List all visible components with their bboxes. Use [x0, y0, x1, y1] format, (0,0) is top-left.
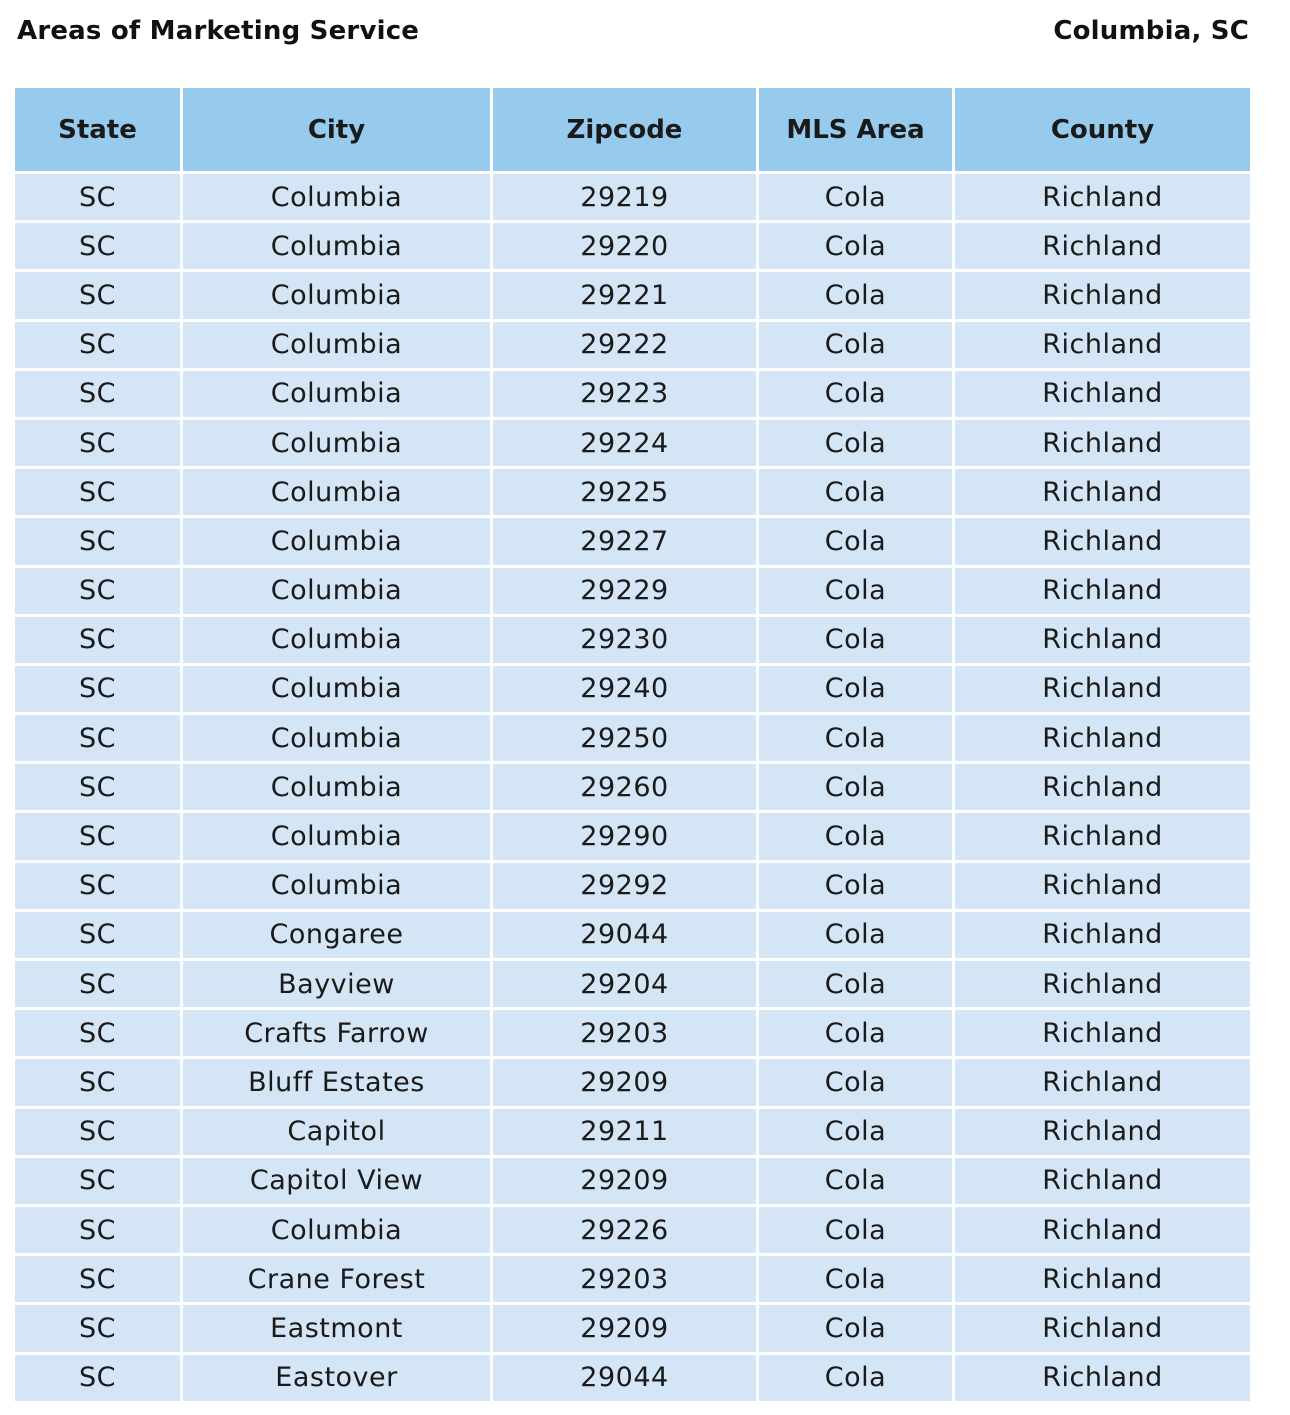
mls-area-cell: Cola	[759, 1207, 955, 1256]
state-cell: SC	[15, 961, 183, 1010]
state-cell: SC	[15, 863, 183, 912]
mls-area-cell: Cola	[759, 1355, 955, 1404]
mls-area-cell: Cola	[759, 518, 955, 567]
mls-area-cell: Cola	[759, 1059, 955, 1108]
table-row	[15, 371, 1250, 420]
state-cell: SC	[15, 1355, 183, 1404]
table-row	[15, 1010, 1250, 1059]
zipcode-cell: 29226	[493, 1207, 759, 1256]
state-cell: SC	[15, 1158, 183, 1207]
county-cell: Richland	[955, 1207, 1250, 1256]
state-cell: SC	[15, 420, 183, 469]
zipcode-cell: 29219	[493, 174, 759, 223]
county-cell: Richland	[955, 272, 1250, 321]
county-cell: Richland	[955, 764, 1250, 813]
table-row	[15, 568, 1250, 617]
zipcode-cell: 29223	[493, 371, 759, 420]
state-cell: SC	[15, 1305, 183, 1354]
mls-area-cell: Cola	[759, 272, 955, 321]
city-cell: Columbia	[183, 272, 493, 321]
mls-area-cell: Cola	[759, 813, 955, 862]
table-row	[15, 322, 1250, 371]
city-cell: Columbia	[183, 813, 493, 862]
county-cell: Richland	[955, 715, 1250, 764]
mls-area-cell: Cola	[759, 322, 955, 371]
state-cell: SC	[15, 912, 183, 961]
mls-area-cell: Cola	[759, 223, 955, 272]
mls-area-cell: Cola	[759, 961, 955, 1010]
mls-area-cell: Cola	[759, 469, 955, 518]
city-cell: Columbia	[183, 666, 493, 715]
service-areas-table	[15, 88, 1250, 1404]
column-header-mls-area: MLS Area	[759, 88, 955, 174]
mls-area-cell: Cola	[759, 764, 955, 813]
city-cell: Crane Forest	[183, 1256, 493, 1305]
city-cell: Columbia	[183, 371, 493, 420]
city-cell: Eastover	[183, 1355, 493, 1404]
mls-area-cell: Cola	[759, 1109, 955, 1158]
county-cell: Richland	[955, 469, 1250, 518]
city-cell: Columbia	[183, 568, 493, 617]
zipcode-cell: 29225	[493, 469, 759, 518]
county-cell: Richland	[955, 1109, 1250, 1158]
city-cell: Columbia	[183, 322, 493, 371]
mls-area-cell: Cola	[759, 1158, 955, 1207]
mls-area-cell: Cola	[759, 1256, 955, 1305]
city-cell: Columbia	[183, 469, 493, 518]
county-cell: Richland	[955, 322, 1250, 371]
state-cell: SC	[15, 174, 183, 223]
zipcode-cell: 29211	[493, 1109, 759, 1158]
zipcode-cell: 29224	[493, 420, 759, 469]
column-header-city: City	[183, 88, 493, 174]
mls-area-cell: Cola	[759, 912, 955, 961]
zipcode-cell: 29222	[493, 322, 759, 371]
state-cell: SC	[15, 1109, 183, 1158]
county-cell: Richland	[955, 666, 1250, 715]
state-cell: SC	[15, 813, 183, 862]
zipcode-cell: 29044	[493, 1355, 759, 1404]
state-cell: SC	[15, 1059, 183, 1108]
state-cell: SC	[15, 518, 183, 567]
zipcode-cell: 29044	[493, 912, 759, 961]
county-cell: Richland	[955, 863, 1250, 912]
city-cell: Bayview	[183, 961, 493, 1010]
county-cell: Richland	[955, 912, 1250, 961]
table-row	[15, 1256, 1250, 1305]
zipcode-cell: 29221	[493, 272, 759, 321]
table-body	[15, 174, 1250, 1404]
city-cell: Columbia	[183, 518, 493, 567]
table-row	[15, 1158, 1250, 1207]
mls-area-cell: Cola	[759, 863, 955, 912]
state-cell: SC	[15, 469, 183, 518]
state-cell: SC	[15, 272, 183, 321]
city-cell: Columbia	[183, 764, 493, 813]
table-row	[15, 1109, 1250, 1158]
column-header-zipcode: Zipcode	[493, 88, 759, 174]
city-cell: Bluff Estates	[183, 1059, 493, 1108]
table-row	[15, 863, 1250, 912]
column-header-county: County	[955, 88, 1250, 174]
table-row	[15, 813, 1250, 862]
state-cell: SC	[15, 322, 183, 371]
county-cell: Richland	[955, 1355, 1250, 1404]
service-areas-table-container	[15, 88, 1250, 1404]
county-cell: Richland	[955, 1256, 1250, 1305]
county-cell: Richland	[955, 420, 1250, 469]
table-header	[15, 88, 1250, 174]
table-row	[15, 518, 1250, 567]
page-title: Areas of Marketing Service	[17, 16, 420, 46]
table-row	[15, 715, 1250, 764]
table-row	[15, 1355, 1250, 1404]
table-row	[15, 617, 1250, 666]
table-row	[15, 1207, 1250, 1256]
city-cell: Columbia	[183, 174, 493, 223]
city-cell: Columbia	[183, 617, 493, 666]
mls-area-cell: Cola	[759, 1010, 955, 1059]
table-row	[15, 174, 1250, 223]
county-cell: Richland	[955, 223, 1250, 272]
location-label: Columbia, SC	[1053, 16, 1249, 46]
county-cell: Richland	[955, 371, 1250, 420]
state-cell: SC	[15, 617, 183, 666]
zipcode-cell: 29292	[493, 863, 759, 912]
table-row	[15, 469, 1250, 518]
state-cell: SC	[15, 371, 183, 420]
city-cell: Crafts Farrow	[183, 1010, 493, 1059]
mls-area-cell: Cola	[759, 666, 955, 715]
table-header-row	[15, 88, 1250, 174]
page-header	[17, 10, 1249, 52]
mls-area-cell: Cola	[759, 715, 955, 764]
zipcode-cell: 29220	[493, 223, 759, 272]
zipcode-cell: 29250	[493, 715, 759, 764]
table-row	[15, 764, 1250, 813]
mls-area-cell: Cola	[759, 568, 955, 617]
mls-area-cell: Cola	[759, 420, 955, 469]
mls-area-cell: Cola	[759, 371, 955, 420]
zipcode-cell: 29209	[493, 1158, 759, 1207]
state-cell: SC	[15, 764, 183, 813]
mls-area-cell: Cola	[759, 1305, 955, 1354]
table-row	[15, 420, 1250, 469]
county-cell: Richland	[955, 1010, 1250, 1059]
state-cell: SC	[15, 666, 183, 715]
zipcode-cell: 29229	[493, 568, 759, 617]
zipcode-cell: 29290	[493, 813, 759, 862]
state-cell: SC	[15, 223, 183, 272]
zipcode-cell: 29260	[493, 764, 759, 813]
zipcode-cell: 29230	[493, 617, 759, 666]
column-header-state: State	[15, 88, 183, 174]
state-cell: SC	[15, 1010, 183, 1059]
county-cell: Richland	[955, 1158, 1250, 1207]
county-cell: Richland	[955, 1059, 1250, 1108]
city-cell: Capitol View	[183, 1158, 493, 1207]
state-cell: SC	[15, 1256, 183, 1305]
table-row	[15, 666, 1250, 715]
table-row	[15, 272, 1250, 321]
county-cell: Richland	[955, 1305, 1250, 1354]
county-cell: Richland	[955, 617, 1250, 666]
city-cell: Columbia	[183, 1207, 493, 1256]
zipcode-cell: 29204	[493, 961, 759, 1010]
state-cell: SC	[15, 568, 183, 617]
county-cell: Richland	[955, 518, 1250, 567]
mls-area-cell: Cola	[759, 174, 955, 223]
table-row	[15, 1305, 1250, 1354]
city-cell: Capitol	[183, 1109, 493, 1158]
city-cell: Columbia	[183, 863, 493, 912]
table-row	[15, 961, 1250, 1010]
county-cell: Richland	[955, 174, 1250, 223]
city-cell: Congaree	[183, 912, 493, 961]
county-cell: Richland	[955, 961, 1250, 1010]
zipcode-cell: 29203	[493, 1010, 759, 1059]
city-cell: Columbia	[183, 420, 493, 469]
city-cell: Columbia	[183, 223, 493, 272]
city-cell: Columbia	[183, 715, 493, 764]
zipcode-cell: 29203	[493, 1256, 759, 1305]
city-cell: Eastmont	[183, 1305, 493, 1354]
state-cell: SC	[15, 715, 183, 764]
table-row	[15, 223, 1250, 272]
state-cell: SC	[15, 1207, 183, 1256]
zipcode-cell: 29240	[493, 666, 759, 715]
table-row	[15, 912, 1250, 961]
zipcode-cell: 29227	[493, 518, 759, 567]
county-cell: Richland	[955, 813, 1250, 862]
table-row	[15, 1059, 1250, 1108]
mls-area-cell: Cola	[759, 617, 955, 666]
zipcode-cell: 29209	[493, 1059, 759, 1108]
zipcode-cell: 29209	[493, 1305, 759, 1354]
county-cell: Richland	[955, 568, 1250, 617]
